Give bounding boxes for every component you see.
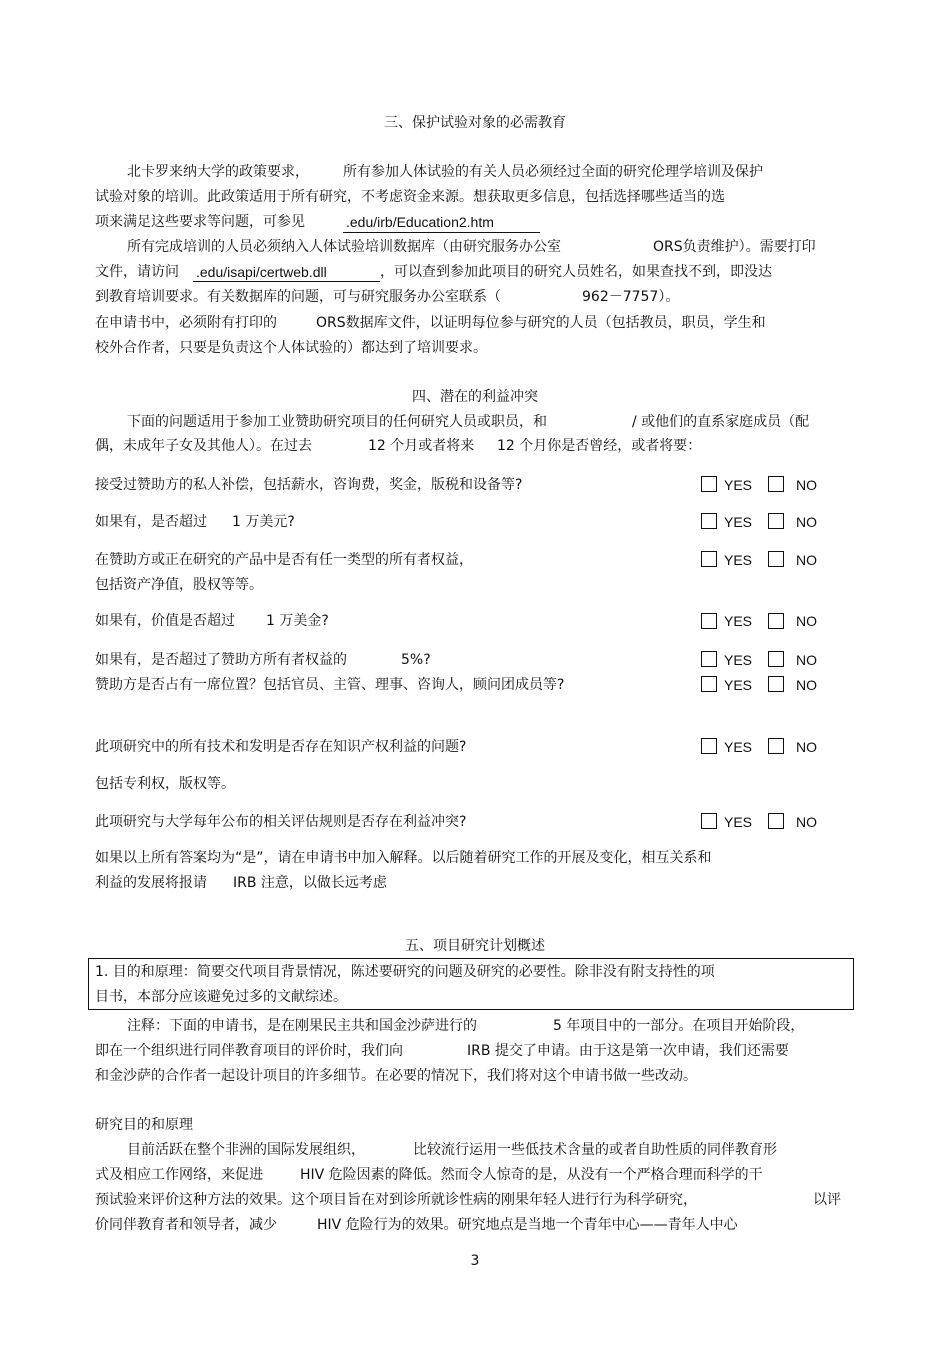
q8-yes-checkbox[interactable] bbox=[701, 813, 717, 829]
question-3: 在赞助方或正在研究的产品中是否有任一类型的所有者权益， bbox=[95, 552, 473, 568]
sec4-intro-line1a: 下面的问题适用于参加工业赞助研究项目的任何研究人员或职员，和 bbox=[127, 414, 547, 430]
q6-no-checkbox[interactable] bbox=[768, 676, 784, 692]
q7-yes-label: YES bbox=[724, 739, 753, 755]
sec3-para3-line2: 校外合作者，只要是负责这个人体试验的）都达到了培训要求。 bbox=[95, 340, 487, 356]
q4-yes-label: YES bbox=[724, 613, 753, 629]
question-1: 接受过赞助方的私人补偿，包括薪水，咨询费，奖金，版税和设备等? bbox=[95, 477, 523, 493]
certweb-link-underline bbox=[193, 281, 380, 282]
sec5-note-line2b: IRB 提交了申请。由于这是第一次申请，我们还需要 bbox=[467, 1043, 789, 1059]
q2-yes-checkbox[interactable] bbox=[701, 513, 717, 529]
sec4-intro-line2b: 12 个月或者将来 bbox=[368, 438, 475, 454]
question-5b: 5%? bbox=[401, 652, 431, 668]
q8-no-label: NO bbox=[796, 814, 817, 830]
q4-yes-checkbox[interactable] bbox=[701, 613, 717, 629]
q4-no-checkbox[interactable] bbox=[768, 613, 784, 629]
rationale-line1b: 比较流行运用一些低技术含量的或者自助性质的同伴教育形 bbox=[413, 1142, 777, 1158]
sec5-note-line1b: 5 年项目中的一部分。在项目开始阶段， bbox=[553, 1018, 805, 1034]
q5-no-checkbox[interactable] bbox=[768, 651, 784, 667]
sec3-para2-line3a: 到教育培训要求。有关数据库的问题，可与研究服务办公室联系（ bbox=[95, 289, 501, 305]
question-7: 此项研究中的所有技术和发明是否存在知识产权利益的问题? bbox=[95, 739, 467, 755]
section-4-title: 四、潜在的利益冲突 bbox=[412, 389, 538, 405]
research-rationale-heading: 研究目的和原理 bbox=[95, 1117, 193, 1133]
question-3-line2: 包括资产净值，股权等等。 bbox=[95, 577, 263, 593]
sec4-intro-line2a: 偶，未成年子女及其他人）。在过去 bbox=[95, 438, 312, 454]
purpose-instruction-line1: 1. 目的和原理：简要交代项目背景情况，陈述要研究的问题及研究的必要性。除非没有附支持性的项 bbox=[95, 964, 715, 980]
q5-yes-checkbox[interactable] bbox=[701, 651, 717, 667]
q2-yes-label: YES bbox=[724, 514, 753, 530]
q3-no-label: NO bbox=[796, 552, 817, 568]
q6-no-label: NO bbox=[796, 677, 817, 693]
q7-no-checkbox[interactable] bbox=[768, 738, 784, 754]
rationale-line3a: 预试验来评价这种方法的效果。这个项目旨在对到诊所就诊性病的刚果年轻人进行行为科学研究， bbox=[95, 1192, 697, 1208]
page-number: 3 bbox=[470, 1253, 480, 1269]
sec3-para1-line1b: 所有参加人体试验的有关人员必须经过全面的研究伦理学培训及保护 bbox=[343, 164, 763, 180]
q1-no-label: NO bbox=[796, 477, 817, 493]
q1-yes-label: YES bbox=[724, 477, 753, 493]
question-2a: 如果有，是否超过 bbox=[95, 514, 207, 530]
sec3-para3-line1a: 在申请书中，必须附有打印的 bbox=[95, 315, 277, 331]
sec3-para2-line2b: ，可以查到参加此项目的研究人员姓名，如果查找不到，即没达 bbox=[380, 264, 772, 280]
rationale-line4a: 价同伴教育者和领导者，减少 bbox=[95, 1217, 277, 1233]
rationale-line2a: 式及相应工作网络，来促进 bbox=[95, 1167, 263, 1183]
q6-yes-checkbox[interactable] bbox=[701, 676, 717, 692]
q7-no-label: NO bbox=[796, 739, 817, 755]
rationale-line3b: 以评 bbox=[813, 1192, 841, 1208]
question-4b: 1 万美金? bbox=[266, 613, 329, 629]
q7-yes-checkbox[interactable] bbox=[701, 738, 717, 754]
question-4a: 如果有，价值是否超过 bbox=[95, 613, 235, 629]
sec3-para1-line3: 项来满足这些要求等问题，可参见 bbox=[95, 214, 305, 230]
section-3-title: 三、保护试验对象的必需教育 bbox=[384, 115, 566, 131]
rationale-line4b: HIV 危险行为的效果。研究地点是当地一个青年中心——青年人中心 bbox=[317, 1217, 738, 1233]
q2-no-label: NO bbox=[796, 514, 817, 530]
question-7-line2: 包括专利权，版权等。 bbox=[95, 776, 235, 792]
sec4-note-line1: 如果以上所有答案均为“是”，请在申请书中加入解释。以后随着研究工作的开展及变化，相互关系和 bbox=[95, 850, 712, 866]
q5-no-label: NO bbox=[796, 652, 817, 668]
q8-yes-label: YES bbox=[724, 814, 753, 830]
ors-phone: 962－7757）。 bbox=[582, 289, 680, 305]
rationale-line1a: 目前活跃在整个非洲的国际发展组织， bbox=[127, 1142, 365, 1158]
irb-education-link-underline bbox=[343, 232, 540, 233]
question-8: 此项研究与大学每年公布的相关评估规则是否存在利益冲突? bbox=[95, 814, 467, 830]
sec3-para2-line2a: 文件，请访问 bbox=[95, 264, 179, 280]
sec5-note-line1a: 注释：下面的申请书，是在刚果民主共和国金沙萨进行的 bbox=[127, 1018, 477, 1034]
q3-yes-label: YES bbox=[724, 552, 753, 568]
q5-yes-label: YES bbox=[724, 652, 753, 668]
sec3-para2-line1a: 所有完成培训的人员必须纳入人体试验培训数据库（由研究服务办公室 bbox=[127, 239, 561, 255]
sec3-para2-line1b: ORS负责维护）。需要打印 bbox=[653, 239, 816, 255]
q3-yes-checkbox[interactable] bbox=[701, 551, 717, 567]
sec3-para1-line1a: 北卡罗来纳大学的政策要求， bbox=[127, 164, 309, 180]
sec3-para3-line1b: ORS数据库文件，以证明每位参与研究的人员（包括教员，职员，学生和 bbox=[316, 315, 766, 331]
q4-no-label: NO bbox=[796, 613, 817, 629]
sec3-para1-line2: 试验对象的培训。此政策适用于所有研究，不考虑资金来源。想获取更多信息，包括选择哪些适当的选 bbox=[95, 189, 725, 205]
q8-no-checkbox[interactable] bbox=[768, 813, 784, 829]
q6-yes-label: YES bbox=[724, 677, 753, 693]
q3-no-checkbox[interactable] bbox=[768, 551, 784, 567]
sec5-note-line3: 和金沙萨的合作者一起设计项目的许多细节。在必要的情况下，我们将对这个申请书做一些改动。 bbox=[95, 1068, 697, 1084]
question-6: 赞助方是否占有一席位置？包括官员、主管、理事、咨询人，顾问团成员等? bbox=[95, 677, 565, 693]
sec4-note-line2b: IRB 注意，以做长远考虑 bbox=[233, 875, 387, 891]
sec4-note-line2a: 利益的发展将报请 bbox=[95, 875, 207, 891]
sec4-intro-line1b: / 或他们的直系家庭成员（配 bbox=[632, 414, 810, 430]
sec5-note-line2a: 即在一个组织进行同伴教育项目的评价时，我们向 bbox=[95, 1043, 403, 1059]
question-2b: 1 万美元? bbox=[232, 514, 295, 530]
sec4-intro-line2c: 12 个月你是否曾经，或者将要： bbox=[497, 438, 702, 454]
question-5a: 如果有，是否超过了赞助方所有者权益的 bbox=[95, 652, 347, 668]
rationale-line2b: HIV 危险因素的降低。然而令人惊奇的是，从没有一个严格合理而科学的干 bbox=[300, 1167, 763, 1183]
purpose-instruction-line2: 目书，本部分应该避免过多的文献综述。 bbox=[95, 989, 347, 1005]
certweb-link[interactable]: .edu/isapi/certweb.dll bbox=[196, 264, 327, 280]
q1-no-checkbox[interactable] bbox=[768, 476, 784, 492]
irb-education-link[interactable]: .edu/irb/Education2.htm bbox=[346, 214, 494, 230]
q2-no-checkbox[interactable] bbox=[768, 513, 784, 529]
section-5-title: 五、项目研究计划概述 bbox=[405, 938, 545, 954]
q1-yes-checkbox[interactable] bbox=[701, 476, 717, 492]
